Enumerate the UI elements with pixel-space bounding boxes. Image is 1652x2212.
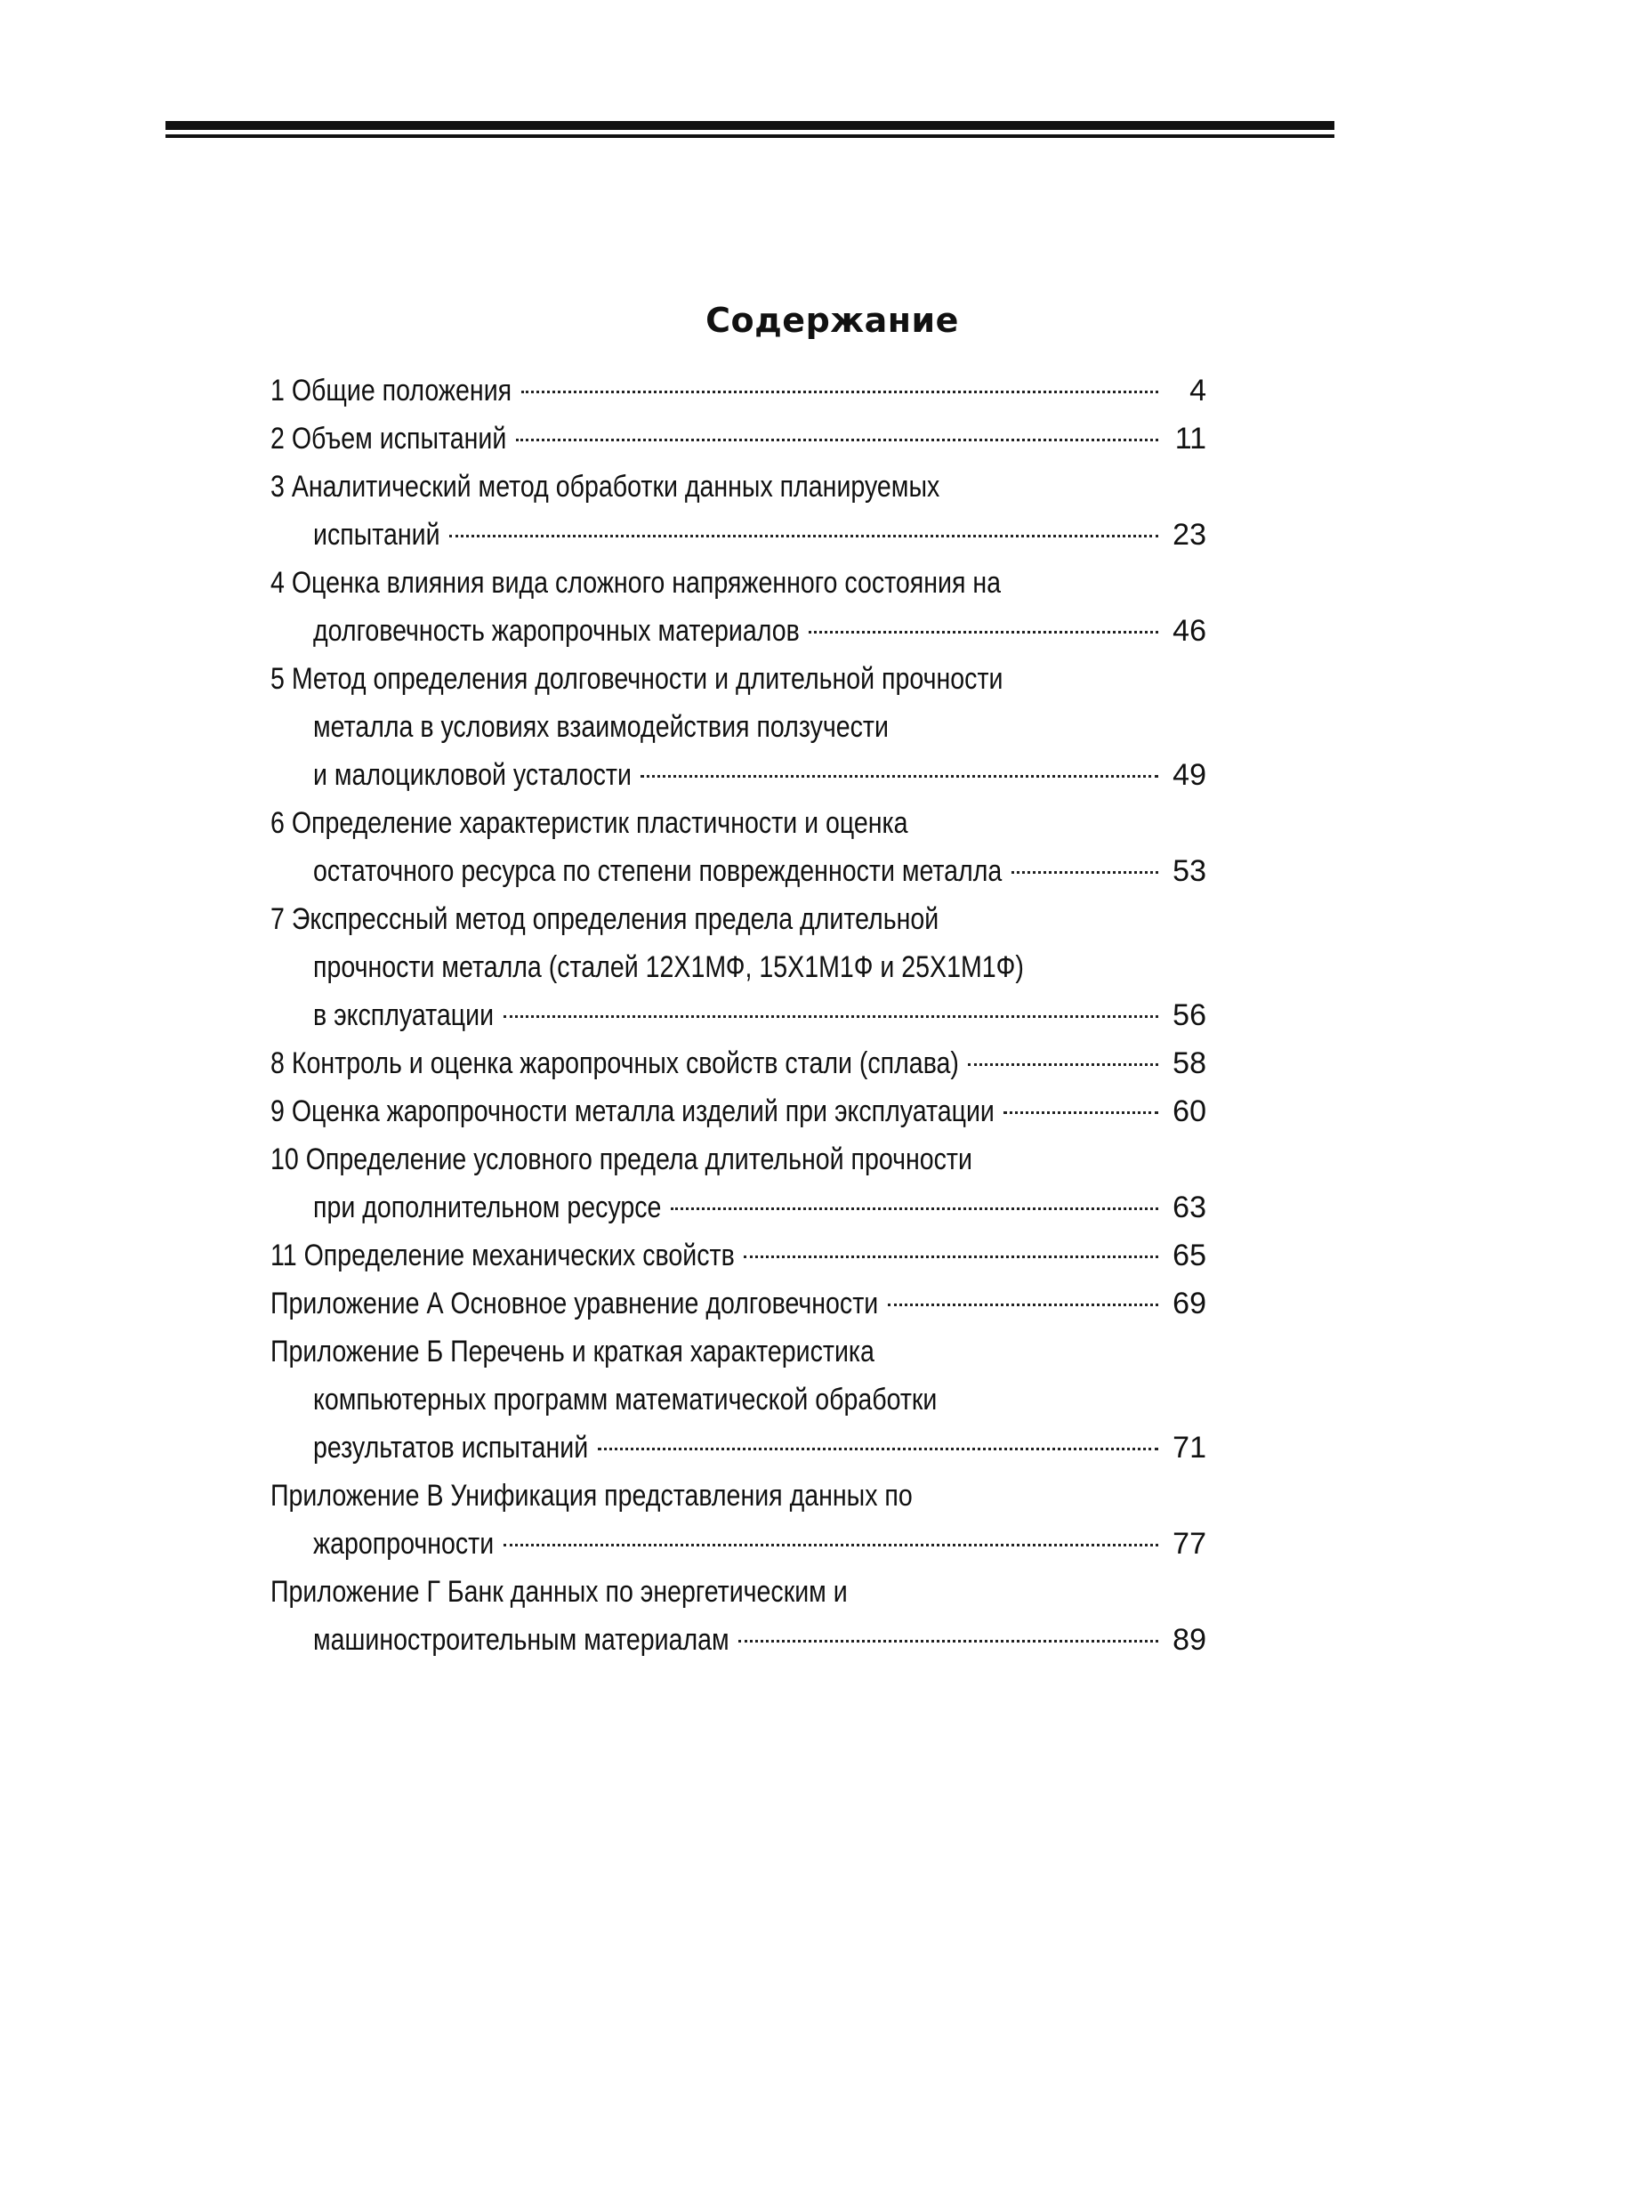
toc-entry-line-with-page <box>270 1183 1206 1231</box>
toc-dot-leader <box>1011 871 1158 874</box>
toc-entry-text: испытаний <box>313 518 440 552</box>
toc-entry-line-with-page <box>270 1231 1206 1280</box>
toc-entry-line-with-page <box>270 511 1206 559</box>
toc-entry-text: 9 Оценка жаропрочности металла изделий при эксплуатации <box>270 1094 995 1128</box>
toc-entry-text: металла в условиях взаимодействия ползучести <box>313 710 889 744</box>
toc-dot-leader <box>809 631 1158 634</box>
toc-dot-leader <box>738 1640 1158 1643</box>
toc-dot-leader <box>1003 1111 1158 1114</box>
toc-entry-text: 1 Общие положения <box>270 374 512 408</box>
toc-dot-leader <box>504 1544 1158 1546</box>
toc-dot-leader <box>504 1015 1158 1018</box>
toc-entry-line-with-page <box>270 1616 1206 1664</box>
toc-dot-leader <box>516 439 1158 441</box>
toc-entry-text: Приложение Г Банк данных по энергетическим и <box>270 1575 848 1609</box>
toc-entry-line <box>270 703 1206 751</box>
toc-dot-leader <box>888 1304 1158 1306</box>
toc-page-number: 69 <box>1173 1287 1206 1320</box>
toc-entry-text: Приложение А Основное уравнение долговечности <box>270 1287 879 1320</box>
toc-entry-text: 6 Определение характеристик пластичности и оценка <box>270 806 908 840</box>
toc-entry-line-with-page <box>270 1520 1206 1568</box>
toc-page-number: 23 <box>1173 518 1206 552</box>
toc-page-number: 60 <box>1173 1094 1206 1128</box>
header-rule-thin <box>165 134 1334 138</box>
toc-page-number: 53 <box>1173 854 1206 888</box>
table-of-contents <box>270 367 1206 1664</box>
toc-entry-line-with-page <box>270 1039 1206 1087</box>
toc-entry-text: 5 Метод определения долговечности и длительной прочности <box>270 662 1003 696</box>
toc-page-number: 49 <box>1173 758 1206 792</box>
toc-page-number: 11 <box>1174 422 1206 456</box>
toc-entry-text: 8 Контроль и оценка жаропрочных свойств стали (сплава) <box>270 1046 959 1080</box>
toc-entry-text: 3 Аналитический метод обработки данных планируемых <box>270 470 940 504</box>
toc-entry-text: Приложение В Унификация представления данных по <box>270 1479 913 1513</box>
header-rule-thick <box>165 121 1334 130</box>
toc-dot-leader <box>641 775 1158 778</box>
toc-entry-line <box>270 559 1206 607</box>
toc-entry-text: 10 Определение условного предела длительной прочности <box>270 1142 972 1176</box>
toc-entry-text: жаропрочности <box>313 1527 495 1561</box>
toc-entry-line <box>270 1328 1206 1376</box>
toc-entry-text: результатов испытаний <box>313 1431 589 1465</box>
toc-entry-text: в эксплуатации <box>313 998 495 1032</box>
toc-page-number: 4 <box>1189 374 1206 408</box>
toc-entry-text: прочности металла (сталей 12Х1МФ, 15Х1М1Ф и 25Х1М1Ф) <box>313 950 1024 984</box>
toc-entry-line <box>270 943 1206 991</box>
toc-entry-text: компьютерных программ математической обработки <box>313 1383 938 1417</box>
toc-entry-line-with-page <box>270 1280 1206 1328</box>
toc-entry-line-with-page <box>270 1424 1206 1472</box>
toc-dot-leader <box>968 1063 1158 1066</box>
toc-page-number: 46 <box>1173 614 1206 648</box>
toc-entry-text: долговечность жаропрочных материалов <box>313 614 800 648</box>
toc-entry-text: и малоцикловой усталости <box>313 758 632 792</box>
toc-dot-leader <box>671 1207 1158 1210</box>
toc-entry-line <box>270 1135 1206 1183</box>
toc-entry-line-with-page <box>270 847 1206 895</box>
toc-dot-leader <box>521 391 1158 393</box>
toc-entry-line <box>270 895 1206 943</box>
toc-entry-line <box>270 1376 1206 1424</box>
toc-entry-line-with-page <box>270 415 1206 463</box>
toc-entry-line-with-page <box>270 607 1206 655</box>
toc-title: Содержание <box>705 301 959 340</box>
toc-entry-line-with-page <box>270 1087 1206 1135</box>
header-rule <box>165 121 1334 141</box>
toc-dot-leader <box>449 535 1158 537</box>
toc-page-number: 65 <box>1173 1239 1206 1272</box>
toc-entry-text: 11 Определение механических свойств <box>270 1239 735 1272</box>
toc-entry-text: машиностроительным материалам <box>313 1623 729 1657</box>
toc-page-number: 89 <box>1173 1623 1206 1657</box>
toc-page-number: 56 <box>1173 998 1206 1032</box>
toc-entry-line <box>270 799 1206 847</box>
toc-entry-line-with-page <box>270 751 1206 799</box>
toc-entry-text: 2 Объем испытаний <box>270 422 507 456</box>
toc-entry-line <box>270 655 1206 703</box>
toc-entry-line-with-page <box>270 991 1206 1039</box>
toc-entry-line-with-page <box>270 367 1206 415</box>
toc-page-number: 58 <box>1173 1046 1206 1080</box>
toc-page-number: 77 <box>1173 1527 1206 1561</box>
toc-entry-line <box>270 463 1206 511</box>
toc-page-number: 71 <box>1173 1431 1206 1465</box>
toc-dot-leader <box>598 1448 1158 1450</box>
toc-entry-text: 7 Экспрессный метод определения предела длительной <box>270 902 939 936</box>
toc-page-number: 63 <box>1173 1191 1206 1224</box>
toc-entry-line <box>270 1472 1206 1520</box>
toc-entry-line <box>270 1568 1206 1616</box>
toc-entry-text: остаточного ресурса по степени поврежденности металла <box>313 854 1003 888</box>
toc-dot-leader <box>744 1255 1158 1258</box>
toc-entry-text: при дополнительном ресурсе <box>313 1191 662 1224</box>
toc-entry-text: Приложение Б Перечень и краткая характеристика <box>270 1335 874 1368</box>
toc-entry-text: 4 Оценка влияния вида сложного напряженного состояния на <box>270 566 1002 600</box>
